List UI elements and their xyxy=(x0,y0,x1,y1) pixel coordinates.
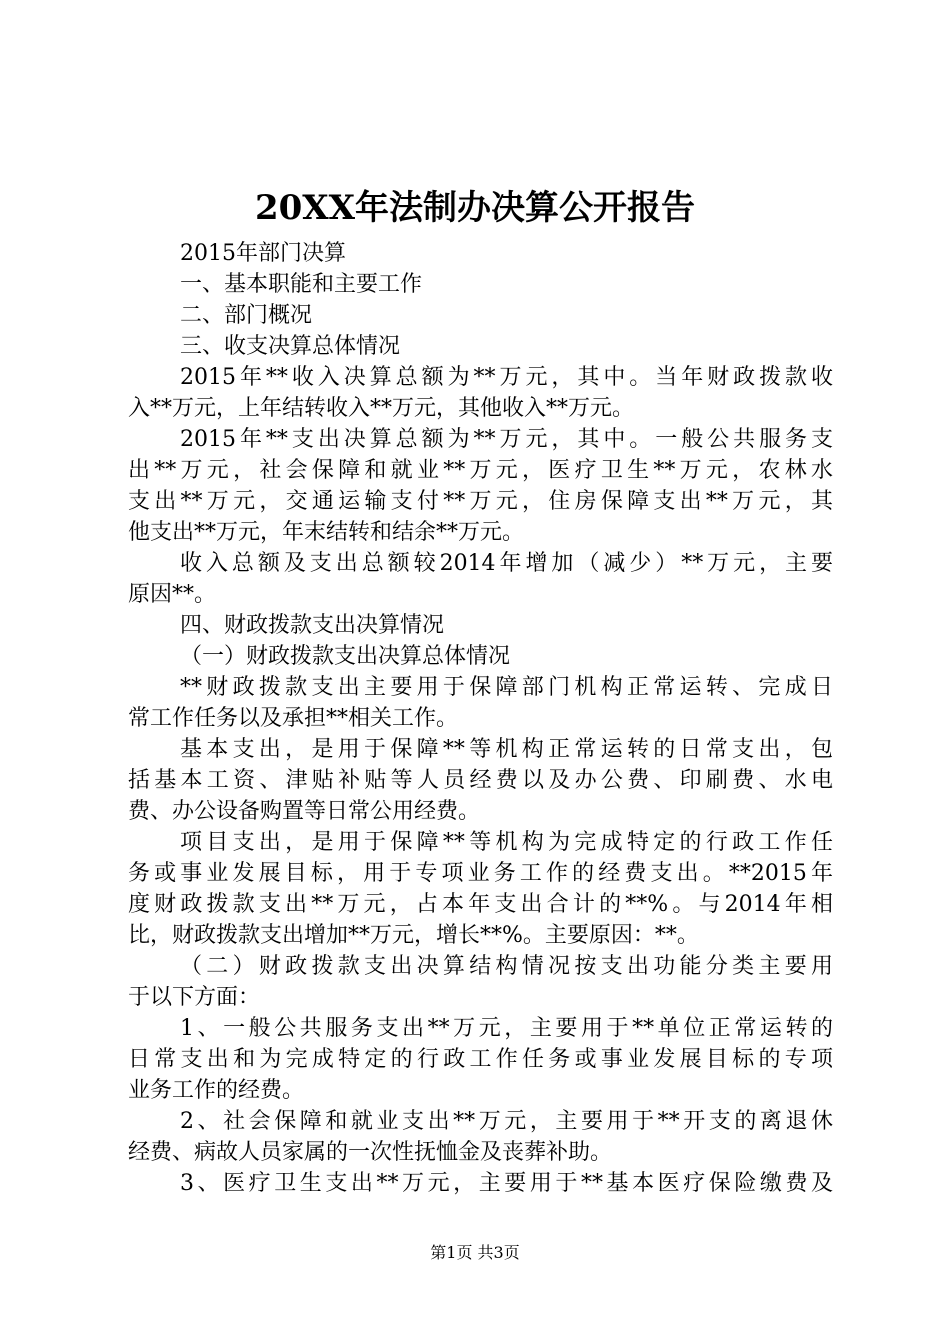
body-line: 项目支出，是用于保障**等机构为完成特定的行政工作任 xyxy=(180,830,833,855)
body-line: 3、医疗卫生支出**万元，主要用于**基本医疗保险缴费及 xyxy=(180,1171,833,1196)
body-line: 2、社会保障和就业支出**万元，主要用于**开支的离退休 xyxy=(180,1109,833,1134)
body-line: 收入总额及支出总额较2014年增加（减少）**万元，主要 xyxy=(180,551,833,576)
body-line: **财政拨款支出主要用于保障部门机构正常运转、完成日 xyxy=(180,675,833,700)
body-line: 三、收支决算总体情况 xyxy=(180,334,401,359)
body-line: 一、基本职能和主要工作 xyxy=(180,272,423,297)
body-line: 比，财政拨款支出增加**万元，增长**%。主要原因：**。 xyxy=(128,923,699,948)
body-line: 度财政拨款支出**万元，占本年支出合计的**%。与2014年相 xyxy=(128,892,833,917)
body-line: 支出**万元，交通运输支付**万元，住房保障支出**万元，其 xyxy=(128,489,833,514)
body-line: 四、财政拨款支出决算情况 xyxy=(180,613,445,638)
body-line: 2015年**收入决算总额为**万元，其中。当年财政拨款收 xyxy=(180,365,833,390)
body-line: 费、办公设备购置等日常公用经费。 xyxy=(128,799,481,824)
body-line: 于以下方面： xyxy=(128,985,261,1010)
page-footer: 第1页 共3页 xyxy=(430,1243,520,1262)
body-line: 日常支出和为完成特定的行政工作任务或事业发展目标的专项 xyxy=(128,1047,833,1072)
body-line: 业务工作的经费。 xyxy=(128,1078,305,1103)
body-line: 原因**。 xyxy=(128,582,217,607)
body-line: 二、部门概况 xyxy=(180,303,313,328)
document-body xyxy=(128,238,833,1199)
body-line: 出**万元，社会保障和就业**万元，医疗卫生**万元，农林水 xyxy=(128,458,833,483)
body-line: 经费、病故人员家属的一次性抚恤金及丧葬补助。 xyxy=(128,1140,613,1165)
body-line: 括基本工资、津贴补贴等人员经费以及办公费、印刷费、水电 xyxy=(128,768,833,793)
body-line: 2015年部门决算 xyxy=(180,241,346,266)
body-line: 常工作任务以及承担**相关工作。 xyxy=(128,706,459,731)
body-line: （二）财政拨款支出决算结构情况按支出功能分类主要用 xyxy=(180,954,833,979)
body-line: 他支出**万元，年末结转和结余**万元。 xyxy=(128,520,525,545)
body-line: 1、一般公共服务支出**万元，主要用于**单位正常运转的 xyxy=(180,1016,833,1041)
body-line: 基本支出，是用于保障**等机构正常运转的日常支出，包 xyxy=(180,737,833,762)
body-line: 入**万元，上年结转收入**万元，其他收入**万元。 xyxy=(128,396,635,421)
body-line: 2015年**支出决算总额为**万元，其中。一般公共服务支 xyxy=(180,427,833,452)
document-title: 20XX年法制办决算公开报告 xyxy=(254,188,696,228)
body-line: 务或事业发展目标，用于专项业务工作的经费支出。**2015年 xyxy=(128,861,833,886)
body-line: （一）财政拨款支出决算总体情况 xyxy=(180,644,511,669)
